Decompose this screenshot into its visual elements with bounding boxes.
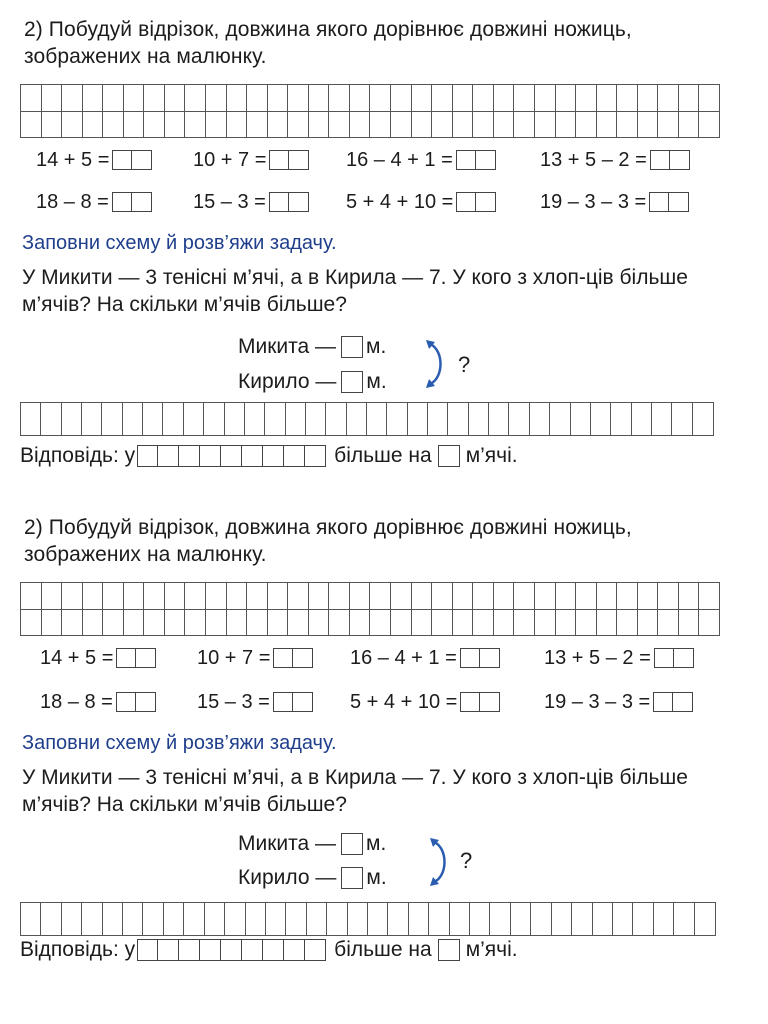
- scheme-box-1[interactable]: [341, 336, 363, 358]
- grid-cell[interactable]: [432, 610, 453, 637]
- equation-2-3: 5 + 4 + 10 =: [350, 688, 500, 716]
- strip-cell[interactable]: [306, 403, 326, 435]
- grid-cell[interactable]: [514, 610, 535, 637]
- strip-cell[interactable]: [286, 903, 306, 935]
- strip-cell[interactable]: [571, 403, 591, 435]
- grid-cell[interactable]: [535, 610, 556, 637]
- grid-cell[interactable]: [453, 85, 474, 112]
- grid-cell[interactable]: [206, 85, 227, 112]
- grid-cell[interactable]: [350, 583, 371, 610]
- strip-cell[interactable]: [266, 903, 286, 935]
- strip-cell[interactable]: [611, 403, 631, 435]
- grid-cell[interactable]: [638, 112, 659, 139]
- grid-cell[interactable]: [535, 112, 556, 139]
- grid-cell[interactable]: [309, 583, 330, 610]
- strip-cell[interactable]: [572, 903, 592, 935]
- strip-cell[interactable]: [654, 903, 674, 935]
- grid-cell[interactable]: [576, 112, 597, 139]
- strip-cell[interactable]: [62, 403, 82, 435]
- grid-cell[interactable]: [453, 583, 474, 610]
- strip-cell[interactable]: [448, 403, 468, 435]
- grid-cell[interactable]: [62, 85, 83, 112]
- strip-cell[interactable]: [286, 403, 306, 435]
- answer-line: Відповідь: у більше на м’ячі.: [20, 938, 518, 961]
- strip-cell[interactable]: [408, 403, 428, 435]
- grid-cell[interactable]: [309, 112, 330, 139]
- grid-cell[interactable]: [124, 112, 145, 139]
- grid-cell[interactable]: [165, 610, 186, 637]
- solution-strip[interactable]: [20, 902, 716, 936]
- grid-strip[interactable]: [20, 84, 720, 138]
- strip-cell[interactable]: [409, 903, 429, 935]
- grid-cell[interactable]: [144, 610, 165, 637]
- scheme-box-2[interactable]: [341, 371, 363, 393]
- strip-cell[interactable]: [246, 903, 266, 935]
- strip-cell[interactable]: [164, 903, 184, 935]
- answer-boxes[interactable]: [654, 648, 694, 668]
- strip-cell[interactable]: [21, 903, 41, 935]
- equation-1-4: 13 + 5 – 2 =: [540, 146, 690, 174]
- answer-boxes[interactable]: [273, 648, 313, 668]
- equation-2-4: 19 – 3 – 3 =: [544, 688, 693, 716]
- grid-cell[interactable]: [83, 610, 104, 637]
- grid-cell[interactable]: [597, 610, 618, 637]
- strip-cell[interactable]: [326, 403, 346, 435]
- grid-cell[interactable]: [556, 112, 577, 139]
- equation-1-3: 16 – 4 + 1 =: [346, 146, 496, 174]
- grid-cell[interactable]: [658, 112, 679, 139]
- strip-cell[interactable]: [327, 903, 347, 935]
- grid-cell[interactable]: [576, 85, 597, 112]
- strip-cell[interactable]: [307, 903, 327, 935]
- scheme-row-1: Микита — м.: [238, 335, 387, 358]
- grid-cell[interactable]: [597, 112, 618, 139]
- equation-2-4: 19 – 3 – 3 =: [540, 188, 689, 216]
- question-mark: ?: [458, 352, 471, 377]
- grid-cell[interactable]: [699, 85, 720, 112]
- grid-cell[interactable]: [288, 610, 309, 637]
- strip-cell[interactable]: [693, 403, 713, 435]
- scheme-row-1: Микита — м.: [238, 832, 387, 855]
- problem-text: У Микити — 3 тенісні м’ячі, а в Кирила — 7. У кого з хлоп-ців більше м’ячів? На скільки м’ячів більше?: [22, 266, 688, 316]
- grid-cell[interactable]: [494, 112, 515, 139]
- grid-cell[interactable]: [617, 610, 638, 637]
- strip-cell[interactable]: [470, 903, 490, 935]
- grid-cell[interactable]: [391, 112, 412, 139]
- answer-line: Відповідь: у більше на м’ячі.: [20, 444, 518, 467]
- strip-cell[interactable]: [509, 403, 529, 435]
- strip-cell[interactable]: [632, 403, 652, 435]
- equation-2-2: 15 – 3 =: [197, 688, 313, 716]
- equation-1-3: 16 – 4 + 1 =: [350, 644, 500, 672]
- grid-cell[interactable]: [535, 583, 556, 610]
- strip-cell[interactable]: [428, 403, 448, 435]
- strip-cell[interactable]: [184, 903, 204, 935]
- grid-cell[interactable]: [124, 610, 145, 637]
- grid-cell[interactable]: [247, 85, 268, 112]
- equation-1-1: 14 + 5 =: [40, 644, 156, 672]
- strip-cell[interactable]: [82, 903, 102, 935]
- grid-cell[interactable]: [268, 610, 289, 637]
- strip-cell[interactable]: [489, 403, 509, 435]
- grid-cell[interactable]: [412, 583, 433, 610]
- answer-boxes[interactable]: [460, 692, 500, 712]
- grid-cell[interactable]: [83, 112, 104, 139]
- grid-cell[interactable]: [247, 610, 268, 637]
- grid-cell[interactable]: [62, 583, 83, 610]
- strip-cell[interactable]: [652, 403, 672, 435]
- grid-cell[interactable]: [288, 85, 309, 112]
- grid-cell[interactable]: [144, 583, 165, 610]
- grid-cell[interactable]: [227, 112, 248, 139]
- grid-cell[interactable]: [165, 583, 186, 610]
- grid-cell[interactable]: [535, 85, 556, 112]
- grid-cell[interactable]: [617, 112, 638, 139]
- answer-number-box[interactable]: [438, 445, 460, 467]
- grid-cell[interactable]: [638, 583, 659, 610]
- grid-cell[interactable]: [370, 583, 391, 610]
- strip-cell[interactable]: [41, 403, 61, 435]
- grid-cell[interactable]: [453, 610, 474, 637]
- grid-cell[interactable]: [638, 85, 659, 112]
- grid-cell[interactable]: [103, 583, 124, 610]
- strip-cell[interactable]: [143, 903, 163, 935]
- grid-cell[interactable]: [227, 85, 248, 112]
- question-mark: ?: [460, 848, 473, 873]
- grid-cell[interactable]: [206, 112, 227, 139]
- grid-cell[interactable]: [576, 610, 597, 637]
- compare-arrow-icon: [424, 338, 448, 390]
- strip-cell[interactable]: [62, 903, 82, 935]
- strip-cell[interactable]: [674, 903, 694, 935]
- grid-cell[interactable]: [473, 610, 494, 637]
- grid-cell[interactable]: [309, 85, 330, 112]
- grid-cell[interactable]: [21, 610, 42, 637]
- answer-boxes[interactable]: [456, 150, 496, 170]
- solution-strip[interactable]: [20, 402, 714, 436]
- grid-cell[interactable]: [412, 85, 433, 112]
- grid-cell[interactable]: [103, 85, 124, 112]
- grid-cell[interactable]: [144, 112, 165, 139]
- grid-cell[interactable]: [83, 583, 104, 610]
- strip-cell[interactable]: [429, 903, 449, 935]
- grid-cell[interactable]: [124, 85, 145, 112]
- answer-boxes[interactable]: [116, 648, 156, 668]
- strip-cell[interactable]: [511, 903, 531, 935]
- grid-cell[interactable]: [42, 583, 63, 610]
- grid-cell[interactable]: [638, 610, 659, 637]
- grid-cell[interactable]: [473, 112, 494, 139]
- answer-boxes[interactable]: [650, 150, 690, 170]
- grid-cell[interactable]: [658, 610, 679, 637]
- strip-cell[interactable]: [490, 903, 510, 935]
- grid-cell[interactable]: [206, 610, 227, 637]
- grid-cell[interactable]: [473, 583, 494, 610]
- grid-cell[interactable]: [699, 583, 720, 610]
- grid-cell[interactable]: [309, 610, 330, 637]
- grid-cell[interactable]: [556, 85, 577, 112]
- grid-cell[interactable]: [556, 610, 577, 637]
- strip-cell[interactable]: [204, 403, 224, 435]
- grid-cell[interactable]: [103, 610, 124, 637]
- answer-boxes[interactable]: [456, 192, 496, 212]
- exercise-block-1: [0, 8, 768, 498]
- grid-cell[interactable]: [432, 85, 453, 112]
- grid-cell[interactable]: [473, 85, 494, 112]
- exercise-block-2: [0, 506, 768, 996]
- grid-cell[interactable]: [494, 85, 515, 112]
- grid-cell[interactable]: [83, 85, 104, 112]
- grid-cell[interactable]: [103, 112, 124, 139]
- scheme-box-2[interactable]: [341, 867, 363, 889]
- grid-cell[interactable]: [432, 112, 453, 139]
- scheme-row-2: Кирило — м.: [238, 866, 387, 889]
- grid-cell[interactable]: [514, 112, 535, 139]
- strip-cell[interactable]: [102, 403, 122, 435]
- equation-2-3: 5 + 4 + 10 =: [346, 188, 496, 216]
- strip-cell[interactable]: [143, 403, 163, 435]
- strip-cell[interactable]: [225, 403, 245, 435]
- scheme-box-1[interactable]: [341, 833, 363, 855]
- strip-cell[interactable]: [388, 903, 408, 935]
- equation-1-4: 13 + 5 – 2 =: [544, 644, 694, 672]
- grid-cell[interactable]: [227, 583, 248, 610]
- grid-cell[interactable]: [227, 610, 248, 637]
- grid-cell[interactable]: [329, 583, 350, 610]
- answer-boxes[interactable]: [269, 192, 309, 212]
- grid-cell[interactable]: [62, 112, 83, 139]
- grid-cell[interactable]: [144, 85, 165, 112]
- grid-cell[interactable]: [350, 610, 371, 637]
- grid-cell[interactable]: [288, 583, 309, 610]
- task-text: 2) Побудуй відрізок, довжина якого дорівнює довжині ножиць, зображених на малюнку.: [24, 516, 632, 566]
- grid-cell[interactable]: [268, 112, 289, 139]
- grid-cell[interactable]: [21, 112, 42, 139]
- grid-cell[interactable]: [617, 85, 638, 112]
- strip-cell[interactable]: [695, 903, 715, 935]
- grid-cell[interactable]: [350, 85, 371, 112]
- grid-cell[interactable]: [185, 583, 206, 610]
- strip-cell[interactable]: [205, 903, 225, 935]
- grid-cell[interactable]: [370, 85, 391, 112]
- strip-cell[interactable]: [245, 403, 265, 435]
- grid-cell[interactable]: [432, 583, 453, 610]
- strip-cell[interactable]: [550, 403, 570, 435]
- grid-cell[interactable]: [699, 112, 720, 139]
- grid-cell[interactable]: [412, 610, 433, 637]
- grid-cell[interactable]: [247, 583, 268, 610]
- scheme-row-2: Кирило — м.: [238, 370, 387, 393]
- answer-boxes[interactable]: [653, 692, 693, 712]
- grid-cell[interactable]: [185, 85, 206, 112]
- grid-cell[interactable]: [679, 112, 700, 139]
- strip-cell[interactable]: [591, 403, 611, 435]
- answer-boxes[interactable]: [269, 150, 309, 170]
- answer-name-boxes[interactable]: [137, 445, 326, 467]
- grid-cell[interactable]: [617, 583, 638, 610]
- grid-cell[interactable]: [185, 610, 206, 637]
- equation-2-1: 18 – 8 =: [40, 688, 156, 716]
- grid-cell[interactable]: [453, 112, 474, 139]
- grid-cell[interactable]: [329, 112, 350, 139]
- grid-cell[interactable]: [329, 85, 350, 112]
- grid-cell[interactable]: [391, 583, 412, 610]
- answer-number-box[interactable]: [438, 939, 460, 961]
- answer-boxes[interactable]: [112, 150, 152, 170]
- strip-cell[interactable]: [469, 403, 489, 435]
- strip-cell[interactable]: [593, 903, 613, 935]
- grid-cell[interactable]: [494, 610, 515, 637]
- grid-cell[interactable]: [658, 85, 679, 112]
- grid-cell[interactable]: [391, 85, 412, 112]
- grid-cell[interactable]: [288, 112, 309, 139]
- strip-cell[interactable]: [82, 403, 102, 435]
- grid-cell[interactable]: [42, 85, 63, 112]
- grid-cell[interactable]: [42, 112, 63, 139]
- grid-cell[interactable]: [21, 85, 42, 112]
- grid-cell[interactable]: [165, 85, 186, 112]
- grid-cell[interactable]: [329, 610, 350, 637]
- grid-cell[interactable]: [165, 112, 186, 139]
- grid-cell[interactable]: [350, 112, 371, 139]
- strip-cell[interactable]: [347, 403, 367, 435]
- grid-cell[interactable]: [556, 583, 577, 610]
- answer-name-boxes[interactable]: [137, 939, 326, 961]
- strip-cell[interactable]: [450, 903, 470, 935]
- grid-cell[interactable]: [494, 583, 515, 610]
- strip-cell[interactable]: [387, 403, 407, 435]
- answer-boxes[interactable]: [112, 192, 152, 212]
- grid-cell[interactable]: [268, 85, 289, 112]
- grid-cell[interactable]: [21, 583, 42, 610]
- strip-cell[interactable]: [530, 403, 550, 435]
- task-text: 2) Побудуй відрізок, довжина якого дорівнює довжині ножиць, зображених на малюнку.: [24, 18, 632, 68]
- grid-cell[interactable]: [576, 583, 597, 610]
- grid-cell[interactable]: [412, 112, 433, 139]
- grid-cell[interactable]: [185, 112, 206, 139]
- strip-cell[interactable]: [633, 903, 653, 935]
- answer-boxes[interactable]: [116, 692, 156, 712]
- section-heading: Заповни схему й розв’яжи задачу.: [22, 232, 337, 254]
- strip-cell[interactable]: [103, 903, 123, 935]
- equation-2-2: 15 – 3 =: [193, 188, 309, 216]
- equation-1-2: 10 + 7 =: [197, 644, 313, 672]
- strip-cell[interactable]: [123, 403, 143, 435]
- strip-cell[interactable]: [225, 903, 245, 935]
- grid-cell[interactable]: [370, 112, 391, 139]
- grid-cell[interactable]: [597, 583, 618, 610]
- answer-boxes[interactable]: [460, 648, 500, 668]
- strip-cell[interactable]: [123, 903, 143, 935]
- strip-cell[interactable]: [552, 903, 572, 935]
- grid-cell[interactable]: [124, 583, 145, 610]
- strip-cell[interactable]: [41, 903, 61, 935]
- problem-text: У Микити — 3 тенісні м’ячі, а в Кирила — 7. У кого з хлоп-ців більше м’ячів? На скільки м’ячів більше?: [22, 766, 688, 816]
- grid-cell[interactable]: [42, 610, 63, 637]
- grid-cell[interactable]: [206, 583, 227, 610]
- grid-strip[interactable]: [20, 582, 720, 636]
- strip-cell[interactable]: [184, 403, 204, 435]
- grid-cell[interactable]: [679, 85, 700, 112]
- grid-cell[interactable]: [62, 610, 83, 637]
- equation-1-2: 10 + 7 =: [193, 146, 309, 174]
- answer-boxes[interactable]: [649, 192, 689, 212]
- answer-boxes[interactable]: [273, 692, 313, 712]
- grid-cell[interactable]: [247, 112, 268, 139]
- compare-arrow-icon: [428, 836, 452, 888]
- strip-cell[interactable]: [531, 903, 551, 935]
- strip-cell[interactable]: [163, 403, 183, 435]
- grid-cell[interactable]: [679, 583, 700, 610]
- strip-cell[interactable]: [613, 903, 633, 935]
- grid-cell[interactable]: [268, 583, 289, 610]
- grid-cell[interactable]: [514, 583, 535, 610]
- strip-cell[interactable]: [21, 403, 41, 435]
- grid-cell[interactable]: [658, 583, 679, 610]
- equation-2-1: 18 – 8 =: [36, 188, 152, 216]
- section-heading: Заповни схему й розв’яжи задачу.: [22, 732, 337, 754]
- strip-cell[interactable]: [265, 403, 285, 435]
- equation-1-1: 14 + 5 =: [36, 146, 152, 174]
- grid-cell[interactable]: [597, 85, 618, 112]
- strip-cell[interactable]: [672, 403, 692, 435]
- grid-cell[interactable]: [699, 610, 720, 637]
- grid-cell[interactable]: [679, 610, 700, 637]
- strip-cell[interactable]: [367, 403, 387, 435]
- strip-cell[interactable]: [368, 903, 388, 935]
- grid-cell[interactable]: [514, 85, 535, 112]
- grid-cell[interactable]: [391, 610, 412, 637]
- grid-cell[interactable]: [370, 610, 391, 637]
- strip-cell[interactable]: [348, 903, 368, 935]
